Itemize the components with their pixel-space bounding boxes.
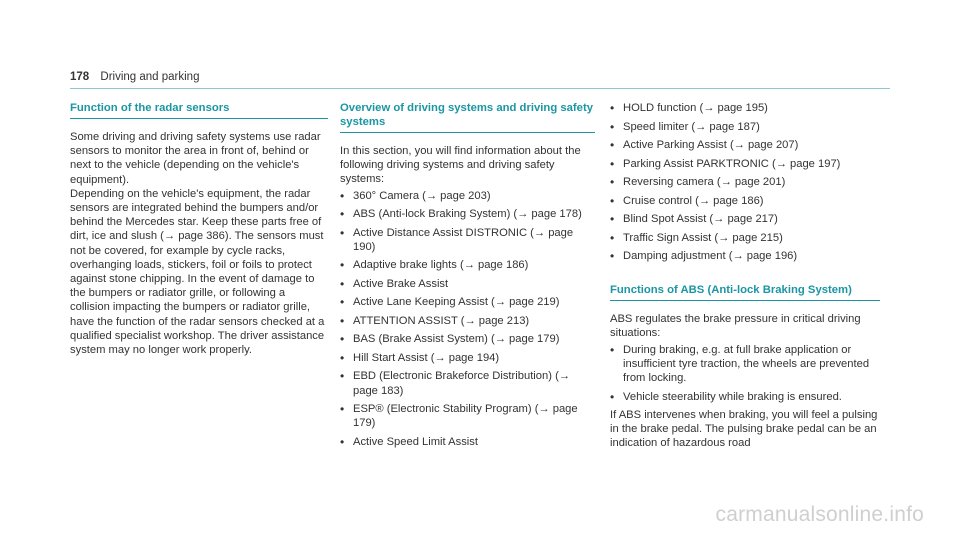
overview-heading: Overview of driving systems and driving safety systems: [340, 101, 595, 133]
list-item[interactable]: • ATTENTION ASSIST (→ page 213): [340, 314, 595, 328]
column-left: [70, 101, 328, 357]
radar-sensors-heading: Function of the radar sensors: [70, 101, 328, 119]
list-item[interactable]: • Hill Start Assist (→ page 194): [340, 351, 595, 365]
abs-intro: ABS regulates the brake pressure in critical driving situations:: [610, 313, 861, 340]
list-item: • During braking, e.g. at full brake application or insufficient tyre traction, the wheels are prevented from locking.: [610, 343, 880, 386]
column-right: [610, 101, 880, 451]
list-item[interactable]: • Active Distance Assist DISTRONIC (→ page 190): [340, 226, 595, 254]
radar-details-paragraph: Depending on the vehicle's equipment, the radar sensors are integrated behind the bumpers and/or behind the Mercedes star. Keep these parts free of dirt, ice and slush (→ page 386). The sensors must not be covered, for example by cycle racks, overhanging loads, stickers, foil or foils to protect against stone chipping. In the event of damage to the bumpers or radiator grille, or following a collision impacting the bumpers or radiator grille, have the function of the radar sensors checked at a qualified specialist workshop. The driver assistance system may no longer work properly.: [70, 187, 325, 357]
list-item[interactable]: • Adaptive brake lights (→ page 186): [340, 258, 595, 272]
header-divider: [70, 88, 890, 89]
abs-bullets: [610, 343, 880, 404]
overview-intro: In this section, you will find information about the following driving systems and driving safety systems:: [340, 145, 581, 186]
abs-functions-heading: Functions of ABS (Anti-lock Braking System): [610, 283, 880, 301]
list-item: • Active Speed Limit Assist: [340, 435, 595, 449]
list-item[interactable]: • Reversing camera (→ page 201): [610, 175, 880, 189]
list-item[interactable]: • EBD (Electronic Brakeforce Distribution) (→ page 183): [340, 369, 595, 397]
section-title: Driving and parking: [100, 71, 200, 83]
page-header: [70, 71, 199, 83]
list-item[interactable]: • Damping adjustment (→ page 196): [610, 249, 880, 263]
list-item[interactable]: • Active Lane Keeping Assist (→ page 219): [340, 295, 595, 309]
radar-intro-paragraph: Some driving and driving safety systems use radar sensors to monitor the area in front of, behind or next to the vehicle (depending on the vehicle's equipment).: [70, 131, 321, 186]
list-item[interactable]: • BAS (Brake Assist System) (→ page 179): [340, 332, 595, 346]
list-item: • Active Brake Assist: [340, 277, 595, 291]
list-item[interactable]: • Blind Spot Assist (→ page 217): [610, 212, 880, 226]
abs-intervention-paragraph: If ABS intervenes when braking, you will feel a pulsing in the brake pedal. The pulsing brake pedal can be an indication of hazardous road: [610, 409, 878, 450]
systems-list: [340, 189, 595, 449]
list-item[interactable]: • 360° Camera (→ page 203): [340, 189, 595, 203]
list-item[interactable]: • ESP® (Electronic Stability Program) (→ page 179): [340, 402, 595, 430]
column-middle: [340, 101, 595, 453]
list-item[interactable]: • ABS (Anti-lock Braking System) (→ page 178): [340, 207, 595, 221]
list-item[interactable]: • Cruise control (→ page 186): [610, 194, 880, 208]
list-item[interactable]: • Speed limiter (→ page 187): [610, 120, 880, 134]
systems-list-continued: [610, 101, 880, 263]
list-item[interactable]: • Parking Assist PARKTRONIC (→ page 197): [610, 157, 880, 171]
list-item[interactable]: • Active Parking Assist (→ page 207): [610, 138, 880, 152]
list-item[interactable]: • HOLD function (→ page 195): [610, 101, 880, 115]
page-number: 178: [70, 71, 90, 83]
list-item[interactable]: • Traffic Sign Assist (→ page 215): [610, 231, 880, 245]
watermark: carmanualsonline.info: [715, 503, 924, 526]
list-item: • Vehicle steerability while braking is ensured.: [610, 390, 880, 404]
